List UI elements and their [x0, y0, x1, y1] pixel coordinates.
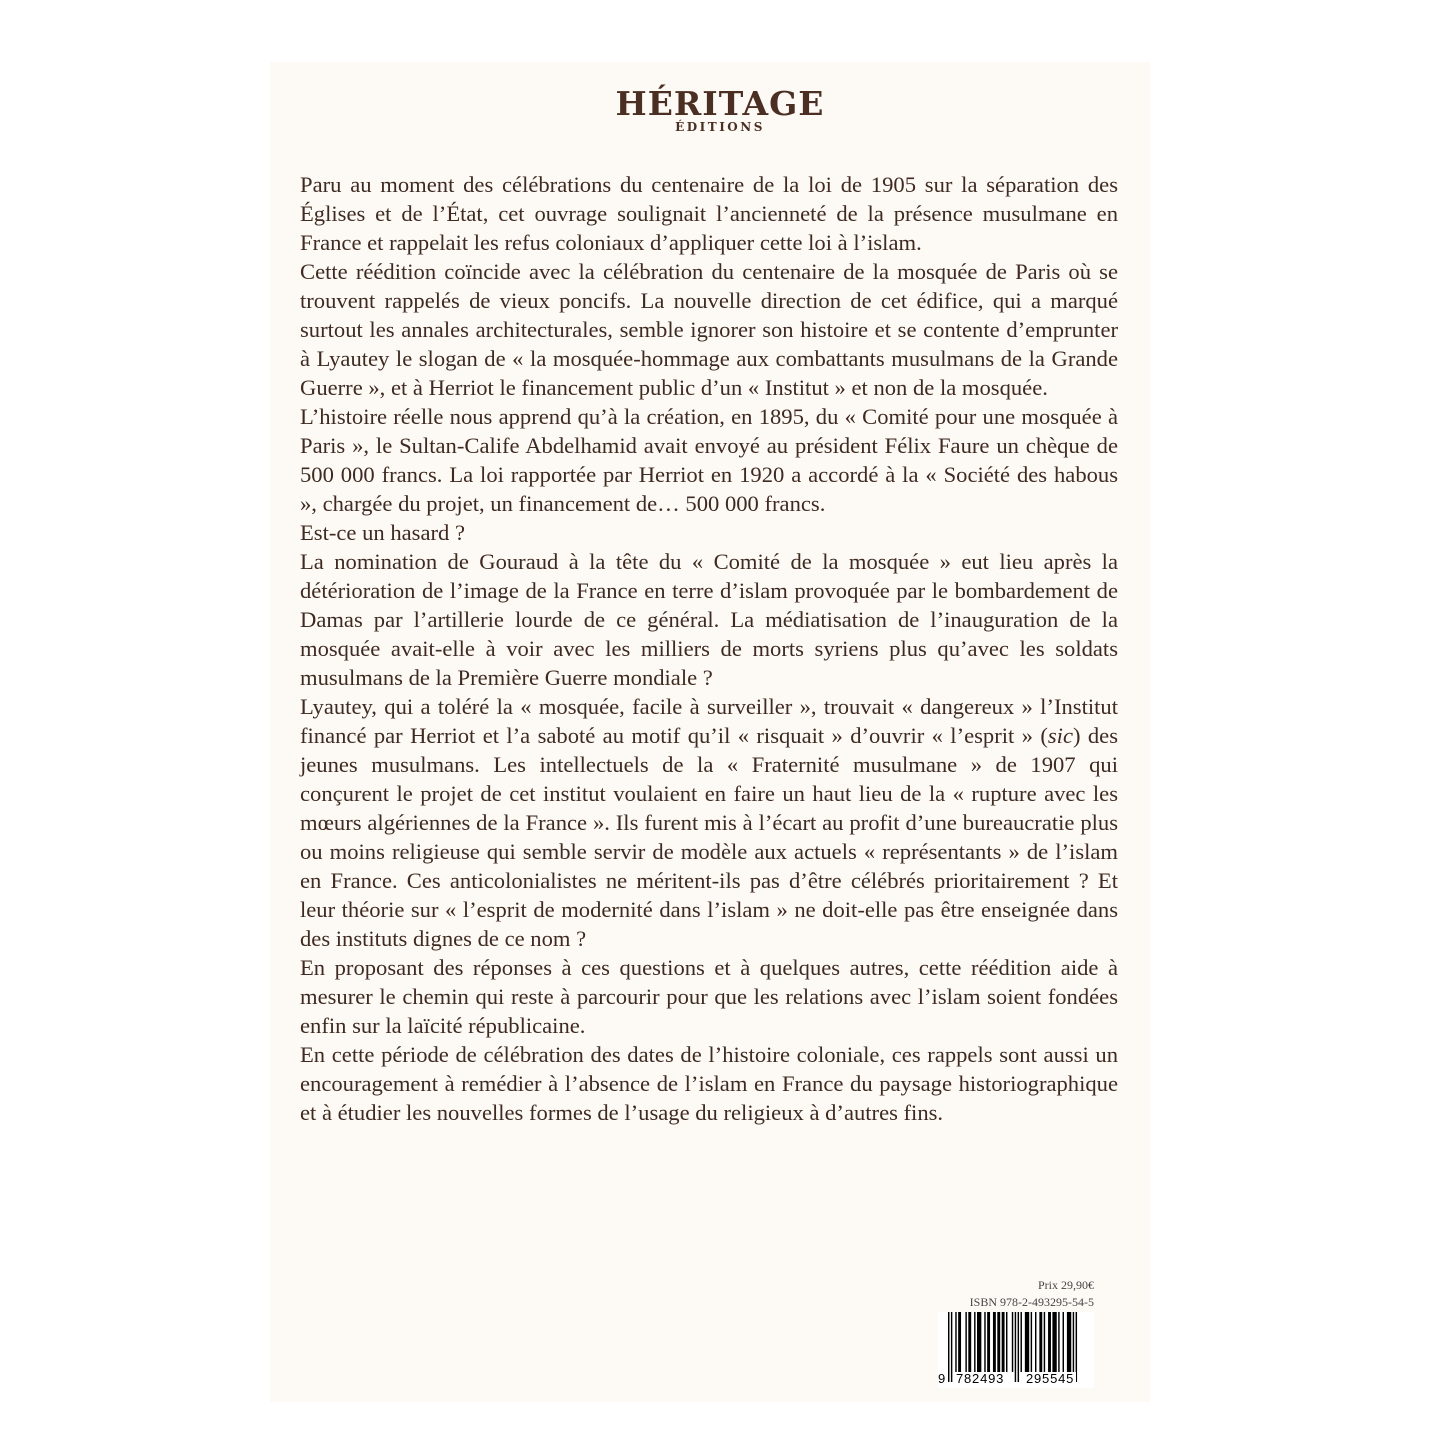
barcode-bar	[993, 1312, 996, 1372]
barcode-bar	[968, 1312, 971, 1372]
barcode-bar	[1012, 1312, 1013, 1372]
barcode-bar	[1035, 1312, 1036, 1372]
paragraph-8: En cette période de célébration des dates de l’histoire coloniale, ces rappels sont aussi un encouragement à remédier à l’absence de l’islam en France du paysage historiographique et à étudier les nouvelles formes de l’usage du religieux à d’autres fins.	[300, 1042, 1118, 1125]
barcode-bar	[1031, 1312, 1032, 1372]
barcode-bar	[1044, 1312, 1045, 1372]
paragraph-6-part-1: Lyautey, qui a toléré la « mosquée, facile à surveiller », trouvait « dangereux » l’Institut financé par Herriot et l’a saboté au motif qu’il « risquait » d’ouvrir « l’esprit » (	[300, 694, 1118, 748]
paragraph-2: Cette réédition coïncide avec la célébration du centenaire de la mosquée de Paris où se trouvent rappelés de vieux poncifs. La nouvelle direction de cet édifice, qui a marqué surtout les annales architecturales, semble ignorer son histoire et se contente d’emprunter à Lyautey le slogan de « la mosquée-hommage aux combattants musulmans de la Grande Guerre », et à Herriot le financement public d’un « Institut » et non de la mosquée.	[300, 259, 1118, 400]
paragraph-3: L’histoire réelle nous apprend qu’à la création, en 1895, du « Comité pour une mosquée à Paris », le Sultan-Calife Abdelhamid avait envoyé au président Félix Faure un chèque de 500 000 francs. La loi rapportée par Herriot en 1920 a accordé à la « Société des habous », chargée du projet, un financement de… 500 000 francs.	[300, 404, 1118, 516]
barcode-right-digits: 295545	[1026, 1371, 1075, 1386]
barcode-bar	[951, 1312, 952, 1382]
barcode-bar	[965, 1312, 966, 1372]
barcode-bar	[1006, 1312, 1007, 1372]
barcode-bar	[955, 1312, 956, 1372]
paragraph-6-part-2: ) des jeunes musulmans. Les intellectuels de la « Fraternité musulmane » de 1907 qui conçurent le projet de cet institut voulaient en faire un haut lieu de la « rupture avec les mœurs algériennes de la France ». Ils furent mis à l’écart au profit d’une bureaucratie plus ou moins religieuse qui semble servir de modèle aux actuels « représentants » de l’islam en France. Ces anticolonialistes ne méritent-ils pas d’être célébrés prioritairement ? Et leur théorie sur « l’esprit de modernité dans l’islam » ne doit-elle pas être enseignée dans des instituts dignes de ce nom ?	[300, 723, 1118, 951]
barcode-bar	[1021, 1312, 1022, 1372]
paragraph-7: En proposant des réponses à ces questions et à quelques autres, cette réédition aide à mesurer le chemin qui reste à parcourir pour que les relations avec l’islam soient fondées enfin sur la laïcité républicaine.	[300, 955, 1118, 1038]
barcode-bar	[1018, 1312, 1019, 1382]
paragraph-1: Paru au moment des célébrations du centenaire de la loi de 1905 sur la séparation des Églises et de l’État, cet ouvrage soulignait l’ancienneté de la présence musulmane en France et rappelait les refus coloniaux d’appliquer cette loi à l’islam.	[300, 172, 1118, 255]
blurb-text	[300, 170, 1118, 1127]
barcode	[938, 1312, 1094, 1388]
barcode-bar	[958, 1312, 961, 1372]
paragraph-6	[300, 692, 1118, 953]
barcode-bar	[1002, 1312, 1005, 1372]
barcode-bar	[1052, 1312, 1056, 1372]
barcode-left-digits: 782493	[956, 1371, 1005, 1386]
barcode-bar	[1073, 1312, 1074, 1372]
sic-italic: sic	[1047, 723, 1073, 748]
barcode-bar	[1048, 1312, 1051, 1372]
barcode-first-digit: 9	[938, 1371, 947, 1386]
barcode-bar	[1025, 1312, 1029, 1372]
isbn-label: ISBN 978-2-493295-54-5	[969, 1295, 1094, 1309]
barcode-bar	[997, 1312, 1000, 1372]
barcode-bar	[1039, 1312, 1042, 1372]
barcode-bar	[1063, 1312, 1064, 1372]
paragraph-4: Est-ce un hasard ?	[300, 520, 465, 545]
publisher-logo-subtitle: ÉDITIONS	[675, 120, 765, 134]
barcode-bar	[974, 1312, 975, 1372]
paragraph-5: La nomination de Gouraud à la tête du « Comité de la mosquée » eut lieu après la détérioration de l’image de la France en terre d’islam provoquée par le bombardement de Damas par l’artillerie lourde de ce général. La médiatisation de l’inauguration de la mosquée avait-elle à voir avec les milliers de morts syriens plus qu’avec les soldats musulmans de la Première Guerre mondiale ?	[300, 549, 1118, 690]
barcode-bar	[984, 1312, 985, 1372]
publisher-logo-name: HÉRITAGE	[615, 84, 825, 123]
barcode-bar	[1058, 1312, 1059, 1372]
barcode-bar	[977, 1312, 981, 1372]
barcode-bar	[1015, 1312, 1016, 1382]
barcode-bar	[987, 1312, 990, 1372]
price-label: Prix 29,90€	[1037, 1278, 1094, 1292]
barcode-bar	[1067, 1312, 1071, 1372]
barcode-bar	[948, 1312, 949, 1382]
